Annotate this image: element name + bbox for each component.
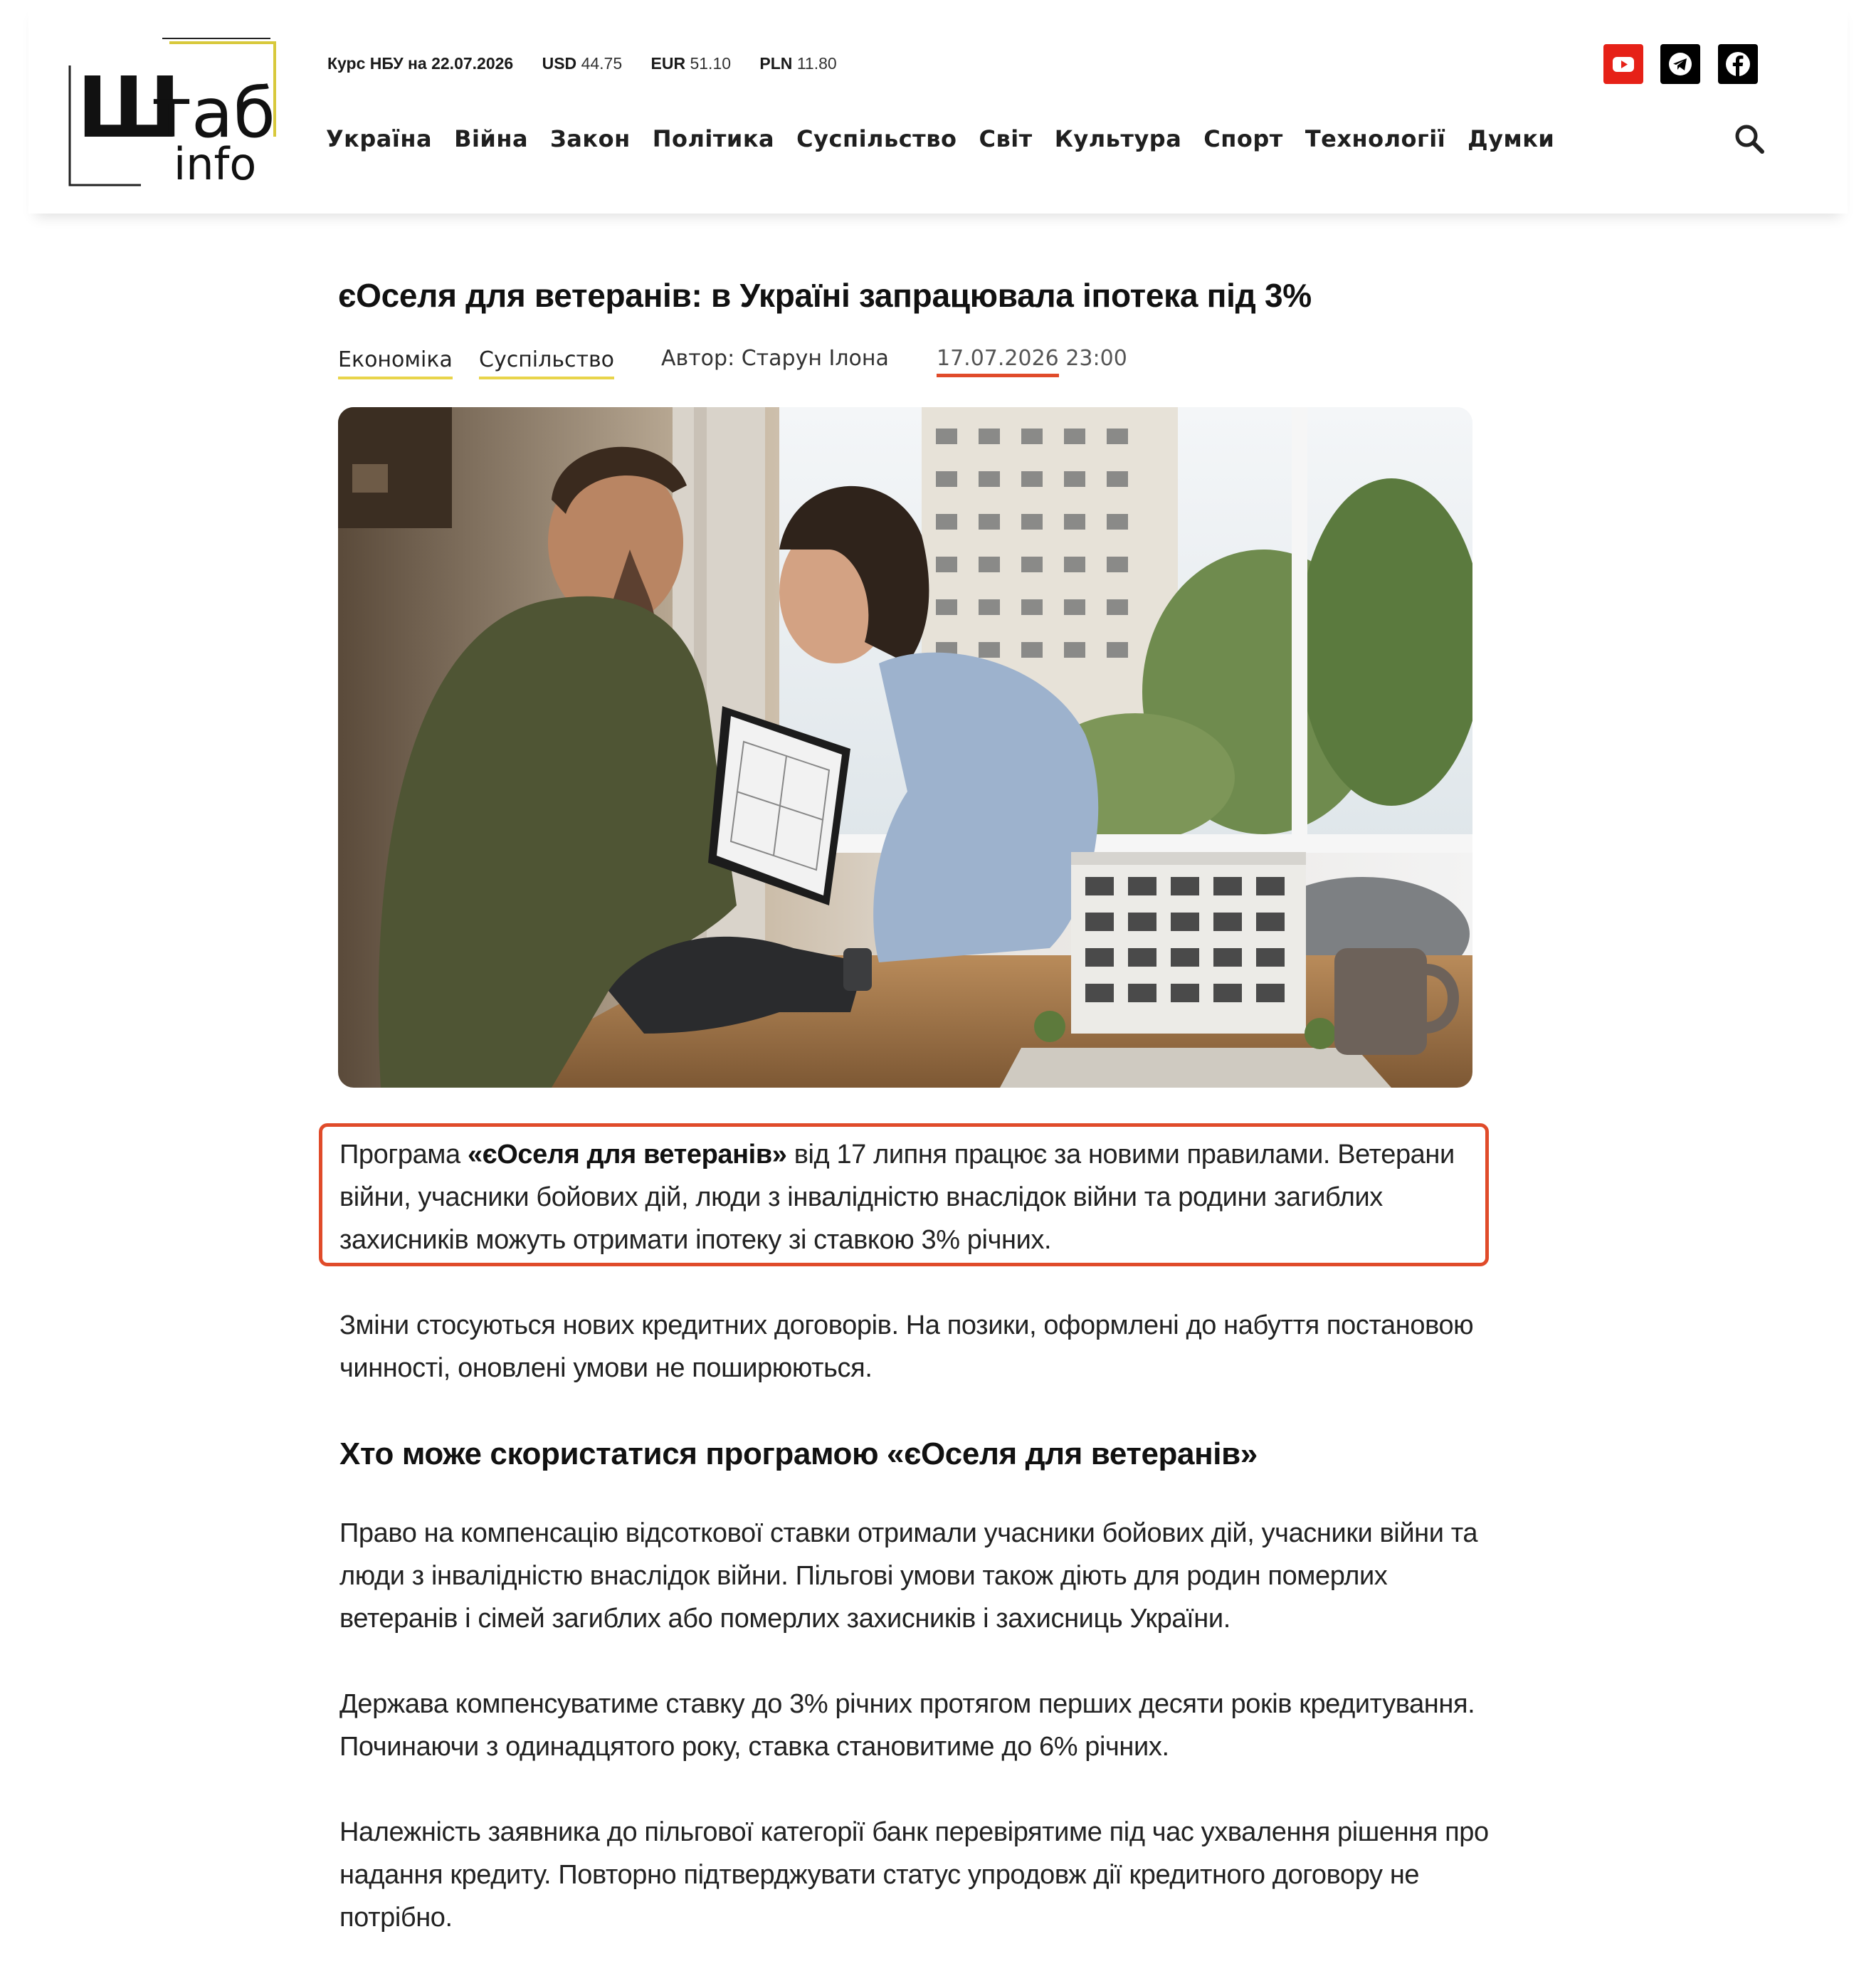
article-title: єОселя для ветеранів: в Україні запрацювала іпотека під 3%: [338, 277, 1312, 314]
nav-culture[interactable]: Культура: [1054, 125, 1182, 152]
site-logo[interactable]: [56, 37, 283, 192]
nav-law[interactable]: Закон: [550, 125, 631, 152]
site-header: [28, 0, 1848, 214]
rate-value: 44.75: [581, 54, 623, 73]
search-button[interactable]: [1733, 122, 1766, 155]
main-nav: [326, 125, 1576, 152]
youtube-link[interactable]: [1603, 44, 1643, 84]
rate-code: USD: [542, 54, 577, 73]
exchange-rates: [327, 54, 861, 73]
youtube-icon: [1609, 50, 1638, 78]
facebook-link[interactable]: [1718, 44, 1758, 84]
lead-text-after: від 17 липня працює за новими правилами. Ветерани війни, учасники бойових дій, люди з інвалідністю внаслідок війни та родини загиблих захисників можуть отримати іпотеку зі ставкою 3% річних.: [339, 1140, 1455, 1255]
facebook-icon: [1724, 50, 1752, 78]
date-value: 17.07.2026: [937, 346, 1059, 377]
rate-value: 11.80: [796, 54, 837, 73]
article-date: [937, 346, 1127, 371]
rates-label: Курс НБУ на 22.07.2026: [327, 54, 514, 73]
article-paragraph: Право на компенсацію відсоткової ставки отримали учасники бойових дій, учасники війни та люди з інвалідністю внаслідок війни. Пільгові умови також діють для родин померлих ветеранів і сімей загиблих або померлих захисників і захисниць України.: [339, 1518, 1478, 1634]
article-lead: [339, 1133, 1492, 1261]
article-paragraph: Зміни стосуються нових кредитних договорів. На позики, оформлені до набуття постановою чинності, оновлені умови не поширюються.: [339, 1310, 1474, 1383]
tag-economy[interactable]: Економіка: [338, 347, 453, 379]
search-icon: [1733, 122, 1766, 155]
rate-code: EUR: [650, 54, 686, 73]
tag-society[interactable]: Суспільство: [479, 347, 614, 379]
article-author: Автор: Старун Ілона: [661, 346, 889, 371]
telegram-icon: [1666, 50, 1695, 78]
rate-value: 51.10: [690, 54, 732, 73]
nav-sport[interactable]: Спорт: [1203, 125, 1283, 152]
svg-text:Ш: Ш: [77, 58, 181, 157]
article-paragraph: Держава компенсуватиме ставку до 3% річних протягом перших десяти років кредитування. Починаючи з одинадцятого року, ставка становитиме до 6% річних.: [339, 1689, 1475, 1762]
nav-opinions[interactable]: Думки: [1467, 125, 1555, 152]
telegram-link[interactable]: [1660, 44, 1700, 84]
program-name: «єОселя для ветеранів»: [467, 1140, 787, 1170]
nav-society[interactable]: Суспільство: [796, 125, 957, 152]
hero-image: [338, 407, 1472, 1088]
nav-war[interactable]: Війна: [454, 125, 529, 152]
nav-politics[interactable]: Політика: [652, 125, 775, 152]
article-subheading: Хто може скористатися програмою «єОселя для ветеранів»: [339, 1436, 1258, 1471]
nav-world[interactable]: Світ: [979, 125, 1033, 152]
svg-text:info: info: [174, 138, 257, 190]
nav-ukraine[interactable]: Україна: [326, 125, 433, 152]
time-value: 23:00: [1065, 346, 1127, 371]
nav-technology[interactable]: Технології: [1305, 125, 1446, 152]
lead-text-before: Програма: [339, 1140, 468, 1170]
svg-text:таб: таб: [152, 73, 275, 153]
rate-code: PLN: [759, 54, 793, 73]
article-paragraph: Належність заявника до пільгової категорії банк перевірятиме під час ухвалення рішення про надання кредиту. Повторно підтверджувати статус упродовж дії кредитного договору не потрібно.: [339, 1817, 1489, 1933]
